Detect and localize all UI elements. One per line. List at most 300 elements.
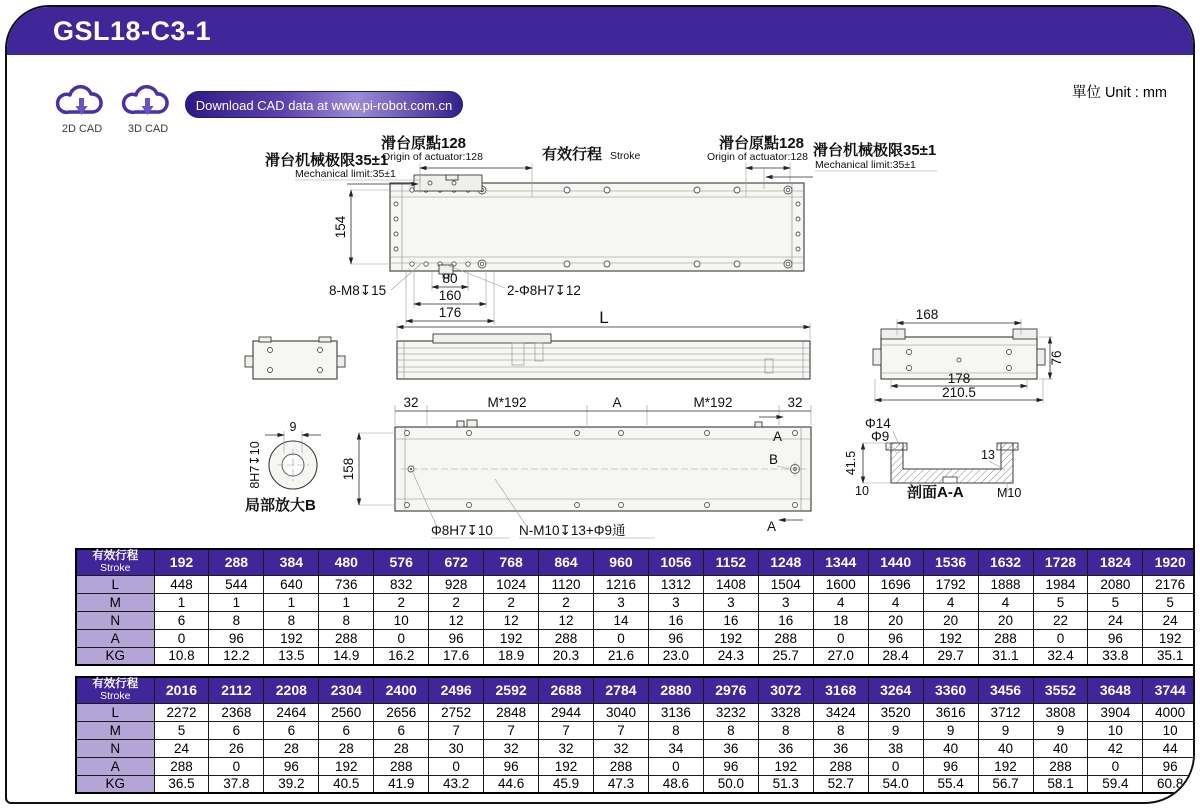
value-cell: 288: [154, 757, 209, 775]
value-cell: 40: [923, 739, 978, 757]
value-cell: 50.0: [703, 775, 758, 793]
value-cell: 14: [594, 611, 649, 629]
value-cell: 8: [648, 721, 703, 739]
stroke-value-cell: 192: [154, 549, 209, 575]
download-cad-button[interactable]: Download CAD data at www.pi-robot.com.cn: [185, 91, 463, 118]
value-cell: 5: [1033, 593, 1088, 611]
bottom-view: [341, 395, 811, 538]
value-cell: 36: [758, 739, 813, 757]
value-cell: 1: [264, 593, 319, 611]
value-cell: 7: [484, 721, 539, 739]
value-cell: 288: [758, 629, 813, 647]
technical-drawing: [7, 7, 1195, 547]
value-cell: 45.9: [539, 775, 594, 793]
stroke-value-cell: 3456: [978, 677, 1033, 703]
value-cell: 26: [209, 739, 264, 757]
value-cell: 7: [429, 721, 484, 739]
value-cell: 6: [374, 721, 429, 739]
stroke-value-cell: 1056: [648, 549, 703, 575]
value-cell: 544: [209, 575, 264, 593]
dim-m192-right: M*192: [693, 395, 733, 410]
value-cell: 28: [264, 739, 319, 757]
value-cell: 39.2: [264, 775, 319, 793]
value-cell: 1696: [868, 575, 923, 593]
value-cell: 31.1: [978, 647, 1033, 665]
value-cell: 30: [429, 739, 484, 757]
value-cell: 3424: [813, 703, 868, 721]
detail-b-label: 局部放大B: [245, 497, 316, 514]
value-cell: 192: [264, 629, 319, 647]
row-label-cell: N: [76, 611, 154, 629]
value-cell: 32: [539, 739, 594, 757]
value-cell: 47.3: [594, 775, 649, 793]
row-label-cell: M: [76, 593, 154, 611]
label-8m8: 8-M8↧15: [329, 283, 387, 298]
value-cell: 32: [484, 739, 539, 757]
value-cell: 8: [758, 721, 813, 739]
value-cell: 3: [648, 593, 703, 611]
value-cell: 1120: [539, 575, 594, 593]
value-cell: 29.7: [923, 647, 978, 665]
dim-154: 154: [333, 215, 348, 239]
value-cell: 0: [1088, 757, 1143, 775]
row-label-cell: KG: [76, 647, 154, 665]
value-cell: 192: [923, 629, 978, 647]
plan-view: [265, 134, 937, 325]
stroke-value-cell: 3264: [868, 677, 923, 703]
value-cell: 0: [209, 757, 264, 775]
value-cell: 1888: [978, 575, 1033, 593]
value-cell: 54.0: [868, 775, 923, 793]
dim-210-5: 210.5: [942, 385, 976, 400]
label-b-right: B: [769, 452, 779, 467]
value-cell: 1504: [758, 575, 813, 593]
value-cell: 42: [1088, 739, 1143, 757]
stroke-value-cell: 2208: [264, 677, 319, 703]
stroke-value-cell: 288: [209, 549, 264, 575]
row-label-cell: N: [76, 739, 154, 757]
value-cell: 16.2: [374, 647, 429, 665]
dim-32-right: 32: [787, 395, 803, 410]
value-cell: 288: [1033, 757, 1088, 775]
dim-m10: M10: [997, 486, 1022, 500]
stroke-value-cell: 1536: [923, 549, 978, 575]
mech-limit-left-en: Mechanical limit:35±1: [295, 168, 396, 180]
label-a-mid: A: [612, 395, 622, 410]
detail-b-view: [245, 420, 321, 514]
value-cell: 51.3: [758, 775, 813, 793]
value-cell: 1: [319, 593, 374, 611]
table-row: [76, 593, 1195, 611]
value-cell: 3136: [648, 703, 703, 721]
value-cell: 7: [594, 721, 649, 739]
dim-L: L: [599, 308, 609, 327]
value-cell: 27.0: [813, 647, 868, 665]
row-label-cell: L: [76, 575, 154, 593]
end-view: [873, 307, 1064, 403]
value-cell: 24: [1088, 611, 1143, 629]
stroke-value-cell: 1632: [978, 549, 1033, 575]
value-cell: 2752: [429, 703, 484, 721]
value-cell: 2: [429, 593, 484, 611]
value-cell: 96: [429, 629, 484, 647]
value-cell: 12: [539, 611, 594, 629]
stroke-value-cell: 1344: [813, 549, 868, 575]
value-cell: 1024: [484, 575, 539, 593]
label-a-bottom: A: [767, 519, 777, 534]
stroke-value-cell: 2688: [539, 677, 594, 703]
dim-76: 76: [1049, 350, 1064, 366]
value-cell: 928: [429, 575, 484, 593]
value-cell: 21.6: [594, 647, 649, 665]
stroke-value-cell: 672: [429, 549, 484, 575]
value-cell: 44: [1143, 739, 1195, 757]
value-cell: 40: [978, 739, 1033, 757]
row-label-cell: KG: [76, 775, 154, 793]
value-cell: 96: [264, 757, 319, 775]
table-row: [76, 611, 1195, 629]
dim-phi14: Φ14: [865, 416, 891, 431]
value-cell: 1: [154, 593, 209, 611]
value-cell: 4000: [1143, 703, 1195, 721]
value-cell: 96: [923, 757, 978, 775]
value-cell: 96: [209, 629, 264, 647]
label-a-right: A: [773, 429, 783, 444]
value-cell: 3328: [758, 703, 813, 721]
value-cell: 44.6: [484, 775, 539, 793]
datasheet-page: [5, 5, 1195, 804]
value-cell: 1: [209, 593, 264, 611]
value-cell: 6: [154, 611, 209, 629]
value-cell: 288: [813, 757, 868, 775]
value-cell: 192: [703, 629, 758, 647]
value-cell: 22: [1033, 611, 1088, 629]
value-cell: 2560: [319, 703, 374, 721]
value-cell: 448: [154, 575, 209, 593]
value-cell: 96: [1143, 757, 1195, 775]
value-cell: 36: [813, 739, 868, 757]
stroke-value-cell: 576: [374, 549, 429, 575]
cad-3d-label: 3D CAD: [127, 123, 169, 135]
value-cell: 9: [1033, 721, 1088, 739]
value-cell: 8: [264, 611, 319, 629]
stroke-spec-table-2: [75, 676, 1195, 794]
value-cell: 12: [484, 611, 539, 629]
stroke-value-cell: 1728: [1033, 549, 1088, 575]
value-cell: 56.7: [978, 775, 1033, 793]
unit-label: 單位 Unit : mm: [1071, 85, 1167, 101]
row-label-cell: A: [76, 629, 154, 647]
value-cell: 96: [484, 757, 539, 775]
stroke-corner-cell: 有效行程 Stroke: [76, 677, 154, 703]
table-row: [76, 775, 1195, 793]
stroke-value-cell: 1824: [1088, 549, 1143, 575]
dim-8h7: 8H7↧10: [248, 441, 262, 489]
table-row: [76, 721, 1195, 739]
stroke-cn: 有效行程: [542, 146, 603, 163]
stroke-value-cell: 2016: [154, 677, 209, 703]
value-cell: 23.0: [648, 647, 703, 665]
value-cell: 60.8: [1143, 775, 1195, 793]
value-cell: 192: [319, 757, 374, 775]
value-cell: 24: [1143, 611, 1195, 629]
value-cell: 3: [758, 593, 813, 611]
stroke-header-row: [76, 677, 1195, 703]
value-cell: 16: [648, 611, 703, 629]
value-cell: 8: [209, 611, 264, 629]
value-cell: 2: [484, 593, 539, 611]
value-cell: 16: [703, 611, 758, 629]
value-cell: 5: [1143, 593, 1195, 611]
value-cell: 2272: [154, 703, 209, 721]
value-cell: 25.7: [758, 647, 813, 665]
row-label-cell: L: [76, 703, 154, 721]
stroke-value-cell: 1440: [868, 549, 923, 575]
value-cell: 28: [374, 739, 429, 757]
value-cell: 0: [429, 757, 484, 775]
dim-phi9: Φ9: [871, 429, 890, 444]
value-cell: 3: [703, 593, 758, 611]
value-cell: 36.5: [154, 775, 209, 793]
row-label-cell: A: [76, 757, 154, 775]
stroke-value-cell: 3744: [1143, 677, 1195, 703]
value-cell: 10: [374, 611, 429, 629]
value-cell: 1600: [813, 575, 868, 593]
section-aa-view: [844, 416, 1021, 501]
value-cell: 2944: [539, 703, 594, 721]
label-phi8h7: Φ8H7↧10: [431, 523, 493, 538]
origin-left-en: Origin of actuator:128: [382, 151, 483, 163]
value-cell: 2080: [1088, 575, 1143, 593]
value-cell: 33.8: [1088, 647, 1143, 665]
table-row: [76, 703, 1195, 721]
value-cell: 32: [594, 739, 649, 757]
value-cell: 43.2: [429, 775, 484, 793]
value-cell: 4: [868, 593, 923, 611]
stroke-value-cell: 3168: [813, 677, 868, 703]
dim-41-5: 41.5: [844, 450, 858, 476]
value-cell: 10: [1088, 721, 1143, 739]
table-row: [76, 629, 1195, 647]
value-cell: 288: [978, 629, 1033, 647]
stroke-value-cell: 864: [539, 549, 594, 575]
value-cell: 4: [978, 593, 1033, 611]
value-cell: 40.5: [319, 775, 374, 793]
value-cell: 34: [648, 739, 703, 757]
value-cell: 1216: [594, 575, 649, 593]
value-cell: 28.4: [868, 647, 923, 665]
origin-right-en: Origin of actuator:128: [707, 151, 808, 163]
value-cell: 58.1: [1033, 775, 1088, 793]
dim-32-left: 32: [403, 395, 419, 410]
value-cell: 13.5: [264, 647, 319, 665]
dim-160: 160: [438, 288, 462, 303]
value-cell: 96: [703, 757, 758, 775]
stroke-value-cell: 384: [264, 549, 319, 575]
value-cell: 3712: [978, 703, 1033, 721]
stroke-spec-table-1: [75, 548, 1195, 666]
value-cell: 192: [539, 757, 594, 775]
stroke-value-cell: 1920: [1143, 549, 1195, 575]
carriage-side: [433, 334, 551, 343]
dim-9: 9: [289, 420, 297, 434]
value-cell: 10: [1143, 721, 1195, 739]
value-cell: 3232: [703, 703, 758, 721]
value-cell: 1984: [1033, 575, 1088, 593]
value-cell: 96: [868, 629, 923, 647]
value-cell: 192: [758, 757, 813, 775]
page-title: GSL18-C3-1: [53, 16, 212, 46]
value-cell: 18: [813, 611, 868, 629]
value-cell: 3616: [923, 703, 978, 721]
dim-158: 158: [341, 457, 356, 481]
value-cell: 28: [319, 739, 374, 757]
value-cell: 20: [868, 611, 923, 629]
origin-left-cn: 滑台原點128: [381, 135, 467, 152]
table-row: [76, 575, 1195, 593]
stroke-en: Stroke: [610, 150, 641, 162]
value-cell: 9: [923, 721, 978, 739]
stroke-value-cell: 2112: [209, 677, 264, 703]
value-cell: 52.7: [813, 775, 868, 793]
stroke-value-cell: 960: [594, 549, 649, 575]
value-cell: 20: [923, 611, 978, 629]
mech-limit-left-cn: 滑台机械极限35±1: [265, 152, 389, 169]
cad-2d-label: 2D CAD: [61, 123, 103, 135]
value-cell: 41.9: [374, 775, 429, 793]
value-cell: 40: [1033, 739, 1088, 757]
value-cell: 3808: [1033, 703, 1088, 721]
dim-176: 176: [438, 305, 462, 320]
origin-right-cn: 滑台原點128: [719, 135, 805, 152]
carriage-top-view: [245, 337, 345, 379]
dim-80: 80: [442, 271, 458, 286]
stroke-value-cell: 1152: [703, 549, 758, 575]
mech-limit-right-en: Mechanical limit:35±1: [815, 159, 916, 171]
value-cell: 59.4: [1088, 775, 1143, 793]
value-cell: 0: [868, 757, 923, 775]
stroke-value-cell: 3648: [1088, 677, 1143, 703]
value-cell: 1408: [703, 575, 758, 593]
stroke-value-cell: 768: [484, 549, 539, 575]
value-cell: 2: [374, 593, 429, 611]
label-nm10: N-M10↧13+Φ9通: [519, 523, 626, 538]
value-cell: 736: [319, 575, 374, 593]
value-cell: 288: [319, 629, 374, 647]
dim-13: 13: [981, 448, 995, 462]
value-cell: 2176: [1143, 575, 1195, 593]
value-cell: 0: [1033, 629, 1088, 647]
label-2phi8: 2-Φ8H7↧12: [507, 283, 581, 298]
stroke-value-cell: 3360: [923, 677, 978, 703]
table-row: [76, 647, 1195, 665]
value-cell: 9: [868, 721, 923, 739]
value-cell: 3: [594, 593, 649, 611]
value-cell: 96: [1088, 629, 1143, 647]
value-cell: 3520: [868, 703, 923, 721]
dim-10: 10: [855, 484, 869, 498]
value-cell: 96: [648, 629, 703, 647]
value-cell: 36: [703, 739, 758, 757]
stroke-value-cell: 3072: [758, 677, 813, 703]
stroke-value-cell: 1248: [758, 549, 813, 575]
value-cell: 2464: [264, 703, 319, 721]
value-cell: 5: [154, 721, 209, 739]
value-cell: 832: [374, 575, 429, 593]
value-cell: 192: [978, 757, 1033, 775]
value-cell: 14.9: [319, 647, 374, 665]
value-cell: 38: [868, 739, 923, 757]
stroke-corner-cell: 有效行程 Stroke: [76, 549, 154, 575]
value-cell: 4: [923, 593, 978, 611]
value-cell: 8: [813, 721, 868, 739]
value-cell: 1792: [923, 575, 978, 593]
value-cell: 3040: [594, 703, 649, 721]
stroke-value-cell: 3552: [1033, 677, 1088, 703]
value-cell: 4: [813, 593, 868, 611]
value-cell: 288: [594, 757, 649, 775]
value-cell: 5: [1088, 593, 1143, 611]
table-row: [76, 739, 1195, 757]
value-cell: 16: [758, 611, 813, 629]
stroke-value-cell: 2784: [594, 677, 649, 703]
value-cell: 48.6: [648, 775, 703, 793]
value-cell: 20: [978, 611, 1033, 629]
value-cell: 12.2: [209, 647, 264, 665]
stroke-value-cell: 2976: [703, 677, 758, 703]
mech-limit-right-cn: 滑台机械极限35±1: [813, 142, 937, 159]
value-cell: 2848: [484, 703, 539, 721]
dim-168: 168: [915, 307, 939, 322]
value-cell: 0: [374, 629, 429, 647]
value-cell: 20.3: [539, 647, 594, 665]
value-cell: 288: [539, 629, 594, 647]
value-cell: 18.9: [484, 647, 539, 665]
value-cell: 9: [978, 721, 1033, 739]
value-cell: 0: [648, 757, 703, 775]
value-cell: 6: [209, 721, 264, 739]
value-cell: 192: [1143, 629, 1195, 647]
value-cell: 8: [319, 611, 374, 629]
value-cell: 2656: [374, 703, 429, 721]
stroke-value-cell: 480: [319, 549, 374, 575]
value-cell: 17.6: [429, 647, 484, 665]
value-cell: 640: [264, 575, 319, 593]
stroke-value-cell: 2400: [374, 677, 429, 703]
value-cell: 288: [374, 757, 429, 775]
stroke-value-cell: 2592: [484, 677, 539, 703]
value-cell: 10.8: [154, 647, 209, 665]
value-cell: 24.3: [703, 647, 758, 665]
value-cell: 0: [594, 629, 649, 647]
value-cell: 2368: [209, 703, 264, 721]
stroke-value-cell: 2880: [648, 677, 703, 703]
value-cell: 1312: [648, 575, 703, 593]
stroke-value-cell: 2496: [429, 677, 484, 703]
value-cell: 6: [264, 721, 319, 739]
value-cell: 8: [703, 721, 758, 739]
value-cell: 55.4: [923, 775, 978, 793]
value-cell: 35.1: [1143, 647, 1195, 665]
value-cell: 32.4: [1033, 647, 1088, 665]
value-cell: 37.8: [209, 775, 264, 793]
value-cell: 2: [539, 593, 594, 611]
dim-178: 178: [947, 371, 971, 386]
value-cell: 0: [813, 629, 868, 647]
dim-m192-left: M*192: [487, 395, 527, 410]
value-cell: 192: [484, 629, 539, 647]
stroke-header-row: [76, 549, 1195, 575]
